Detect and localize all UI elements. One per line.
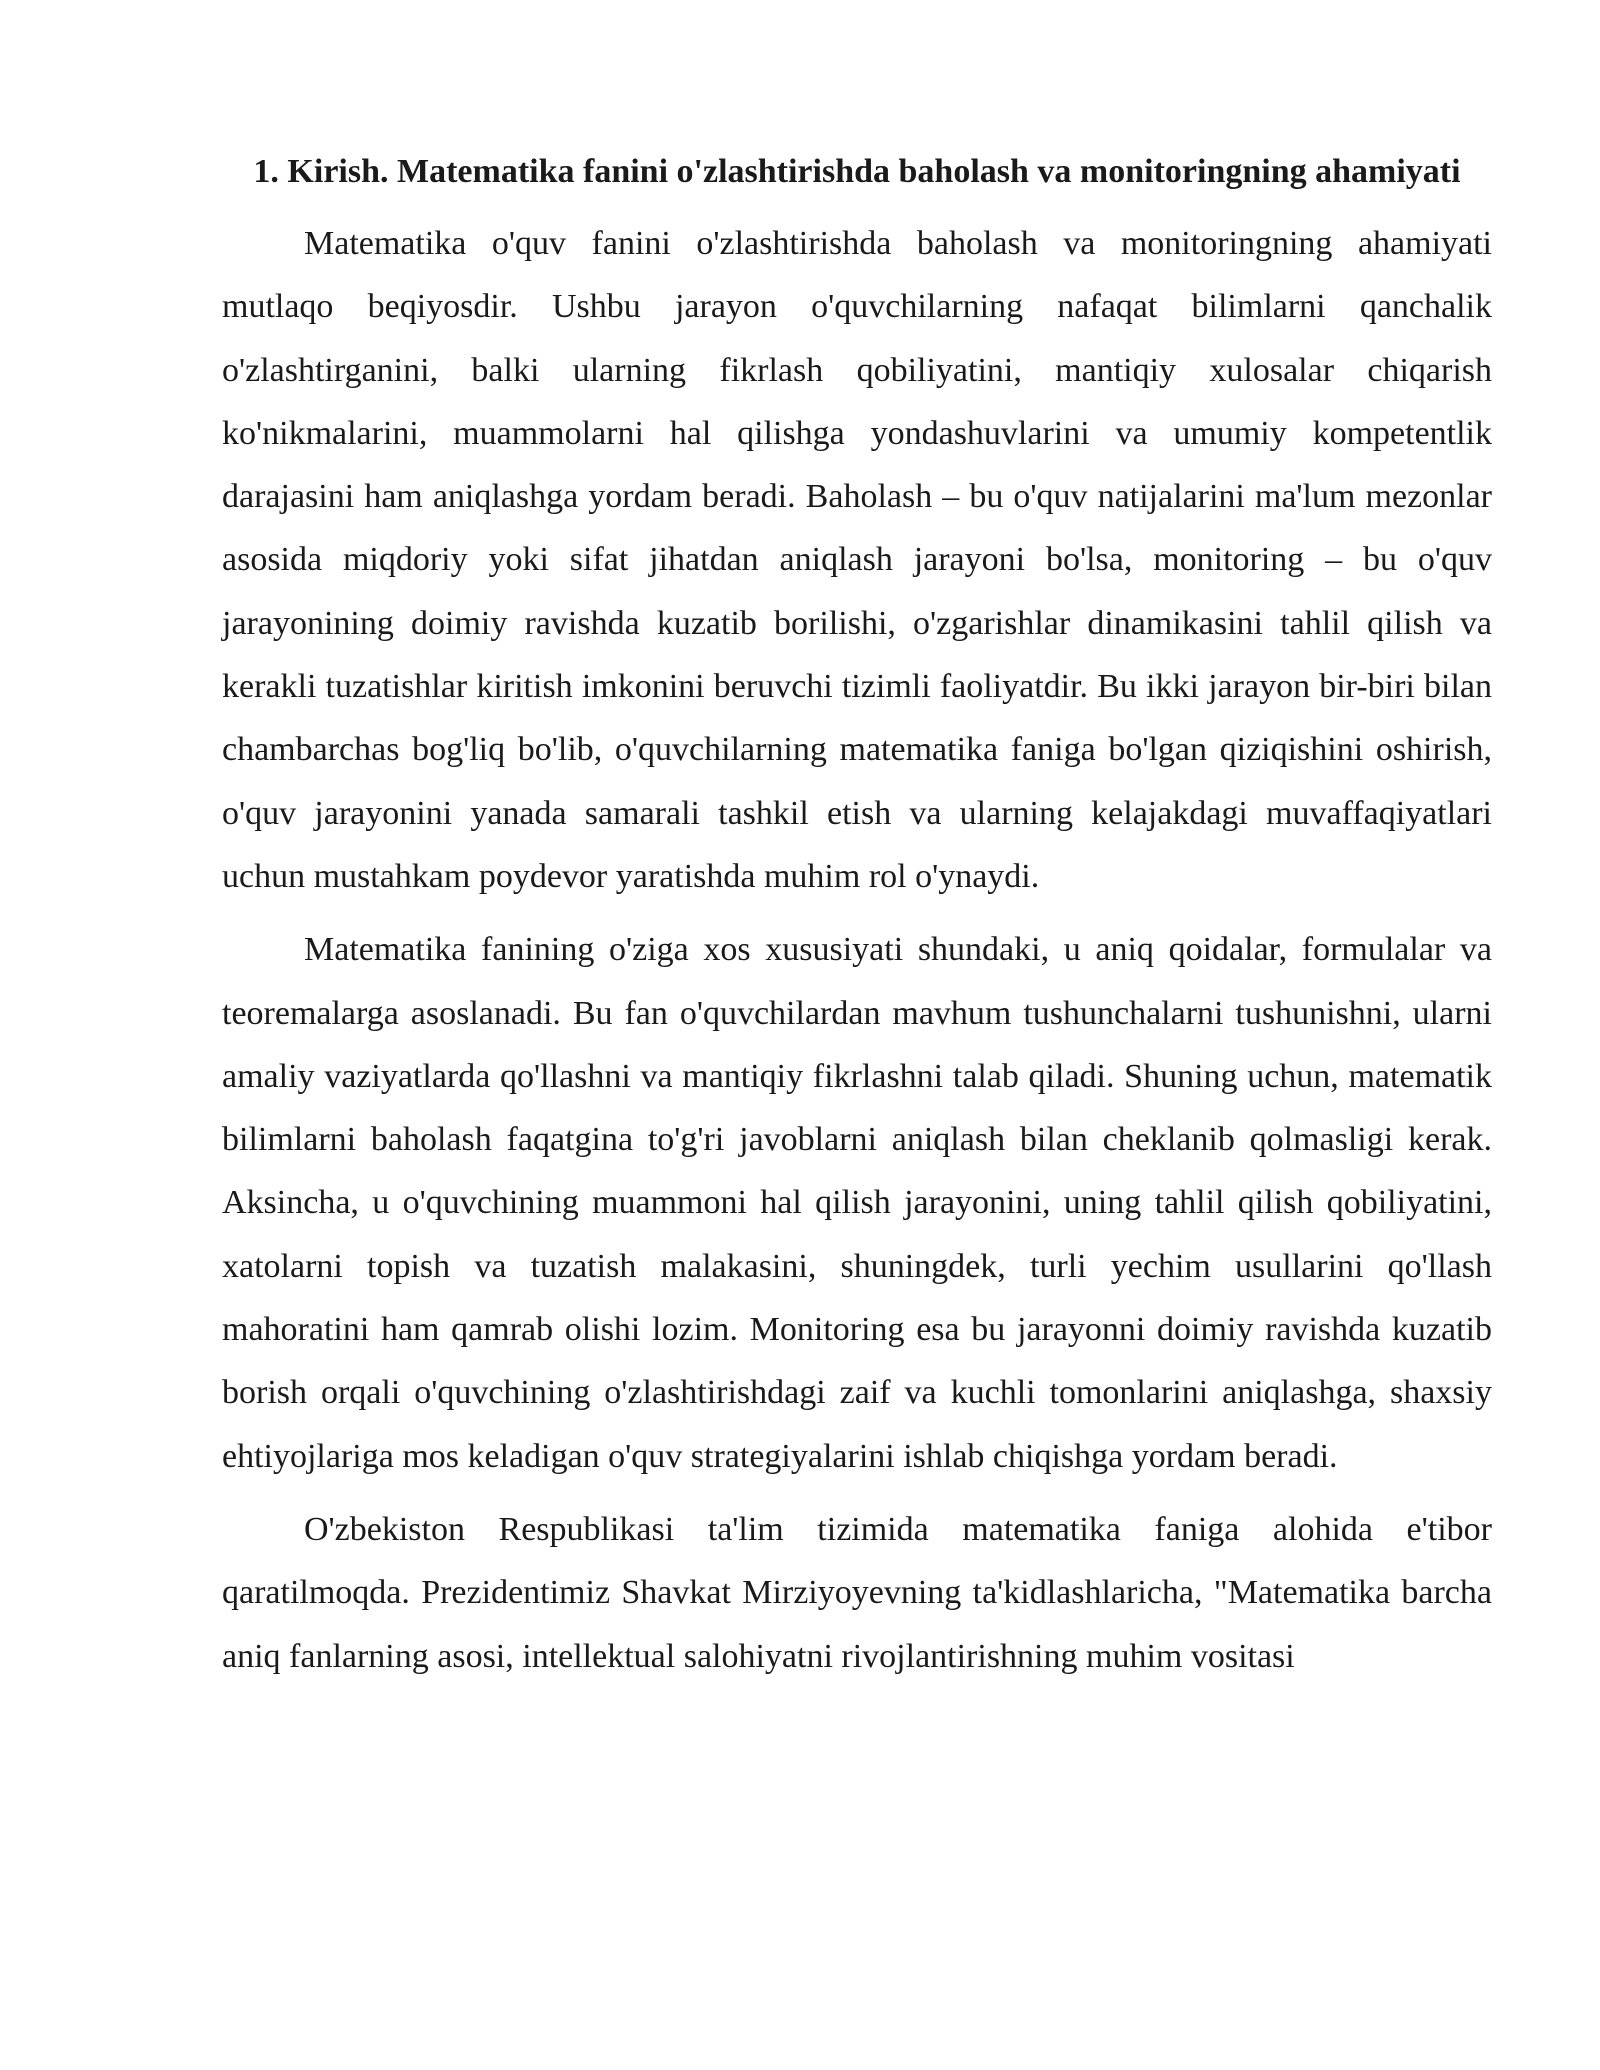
paragraph-2: Matematika fanining o'ziga xos xususiyati shundaki, u aniq qoidalar, formulalar va teoremalarga asoslanadi. Bu fan o'quvchilardan mavhum tushunchalarni tushunishni, ularni amaliy vaziyatlarda qo'llashni va mantiqiy fikrlashni talab qiladi. Shuning uchun, matematik bilimlarni baholash faqatgina to'g'ri javoblarni aniqlash bilan cheklanib qolmasligi kerak. Aksincha, u o'quvchining muammoni hal qilish jarayonini, uning tahlil qilish qobiliyatini, xatolarni topish va tuzatish malakasini, shuningdek, turli yechim usullarini qo'llash mahoratini ham qamrab olishi lozim. Monitoring esa bu jarayonni doimiy ravishda kuzatib borish orqali o'quvchining o'zlashtirishdagi zaif va kuchli tomonlarini aniqlashga, shaxsiy ehtiyojlariga mos keladigan o'quv strategiyalarini ishlab chiqishga yordam beradi. — [222, 931, 1492, 1475]
section-heading: 1. Kirish. Matematika fanini o'zlashtirishda baholash va monitoringning ahamiyati — [253, 153, 1461, 190]
document-page — [222, 140, 1492, 1698]
paragraph-1: Matematika o'quv fanini o'zlashtirishda baholash va monitoringning ahamiyati mutlaqo beqiyosdir. Ushbu jarayon o'quvchilarning nafaqat bilimlarni qanchalik o'zlashtirganini, balki ularning fikrlash qobiliyatini, mantiqiy xulosalar chiqarish ko'nikmalarini, muammolarni hal qilishga yondashuvlarini va umumiy kompetentlik darajasini ham aniqlashga yordam beradi. Baholash – bu o'quv natijalarini ma'lum mezonlar asosida miqdoriy yoki sifat jihatdan aniqlash jarayoni bo'lsa, monitoring – bu o'quv jarayonining doimiy ravishda kuzatib borilishi, o'zgarishlar dinamikasini tahlil qilish va kerakli tuzatishlar kiritish imkonini beruvchi tizimli faoliyatdir. Bu ikki jarayon bir-biri bilan chambarchas bog'liq bo'lib, o'quvchilarning matematika faniga bo'lgan qiziqishini oshirish, o'quv jarayonini yanada samarali tashkil etish va ularning kelajakdagi muvaffaqiyatlari uchun mustahkam poydevor yaratishda muhim rol o'ynaydi. — [222, 225, 1492, 895]
paragraph-3: O'zbekiston Respublikasi ta'lim tizimida matematika faniga alohida e'tibor qaratilmoqda. Prezidentimiz Shavkat Mirziyoyevning ta'kidlashlaricha, "Matematika barcha aniq fanlarning asosi, intellektual salohiyatni rivojlantirishning muhim vositasi — [222, 1510, 1492, 1675]
